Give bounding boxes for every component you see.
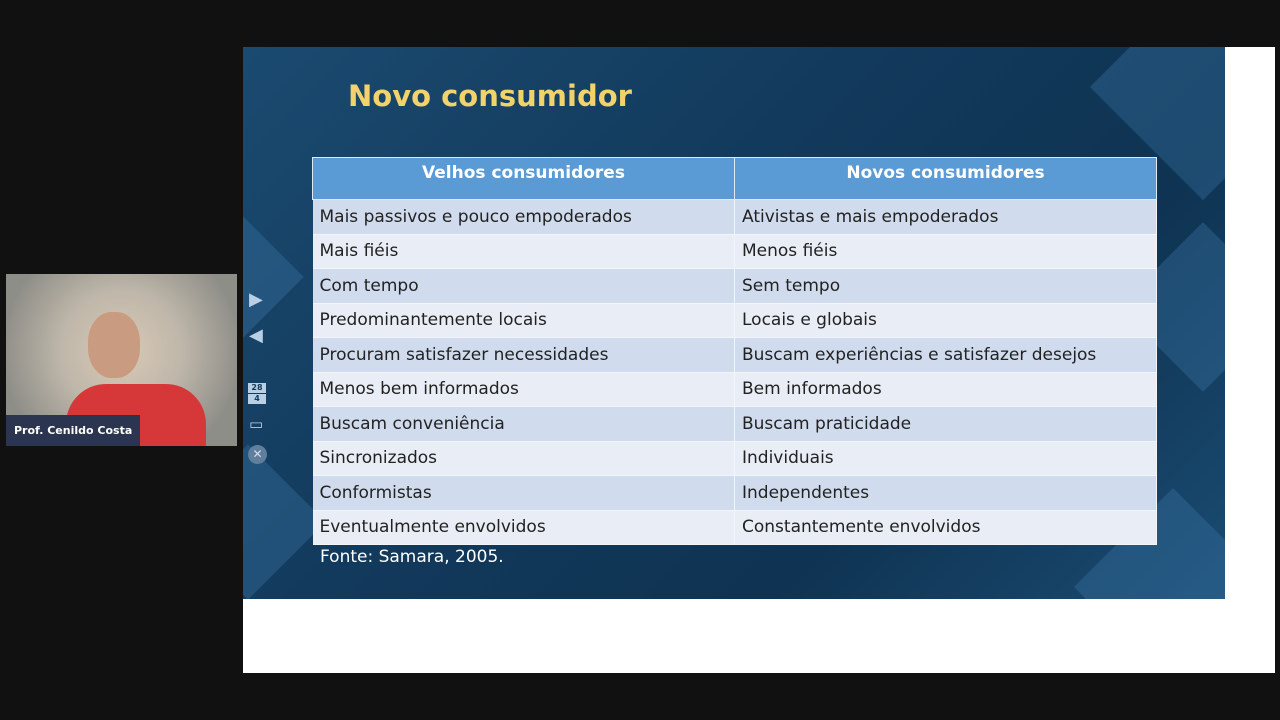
presentation-screen-icon[interactable]: ▭ [249,415,264,433]
next-slide-icon[interactable]: ▶ [249,289,263,310]
header-new-consumers: Novos consumidores [735,158,1157,200]
previous-slide-icon[interactable]: ◀ [249,325,263,346]
old-consumer-cell: Predominantemente locais [313,303,735,338]
old-consumer-cell: Buscam conveniência [313,407,735,442]
new-consumer-cell: Buscam experiências e satisfazer desejos [735,338,1157,373]
slide [243,47,1225,599]
table-row [313,200,1157,235]
new-consumer-cell: Constantemente envolvidos [735,510,1157,545]
old-consumer-cell: Eventualmente envolvidos [313,510,735,545]
old-consumer-cell: Menos bem informados [313,372,735,407]
table-row [313,338,1157,373]
new-consumer-cell: Buscam praticidade [735,407,1157,442]
new-consumer-cell: Bem informados [735,372,1157,407]
old-consumer-cell: Conformistas [313,476,735,511]
page-current: 28 [248,383,266,394]
old-consumer-cell: Procuram satisfazer necessidades [313,338,735,373]
page-total: 4 [254,394,260,403]
old-consumer-cell: Com tempo [313,269,735,304]
old-consumer-cell: Mais passivos e pouco empoderados [313,200,735,235]
table-row [313,407,1157,442]
new-consumer-cell: Ativistas e mais empoderados [735,200,1157,235]
comparison-table [312,157,1157,545]
table-row [313,269,1157,304]
new-consumer-cell: Sem tempo [735,269,1157,304]
old-consumer-cell: Sincronizados [313,441,735,476]
page-indicator[interactable] [248,383,266,404]
source-citation: Fonte: Samara, 2005. [320,547,504,567]
table-row [313,441,1157,476]
table-row [313,476,1157,511]
slide-title: Novo consumidor [348,79,632,113]
header-old-consumers: Velhos consumidores [313,158,735,200]
new-consumer-cell: Menos fiéis [735,234,1157,269]
table-row [313,372,1157,407]
new-consumer-cell: Individuais [735,441,1157,476]
close-icon[interactable]: ✕ [248,445,267,464]
new-consumer-cell: Independentes [735,476,1157,511]
presentation-area [243,47,1275,673]
presenter-name: Prof. Cenildo Costa [6,415,140,446]
old-consumer-cell: Mais fiéis [313,234,735,269]
table-row [313,510,1157,545]
table-row [313,303,1157,338]
presenter-face [88,312,140,378]
table-row [313,234,1157,269]
webcam-video [6,274,237,446]
new-consumer-cell: Locais e globais [735,303,1157,338]
